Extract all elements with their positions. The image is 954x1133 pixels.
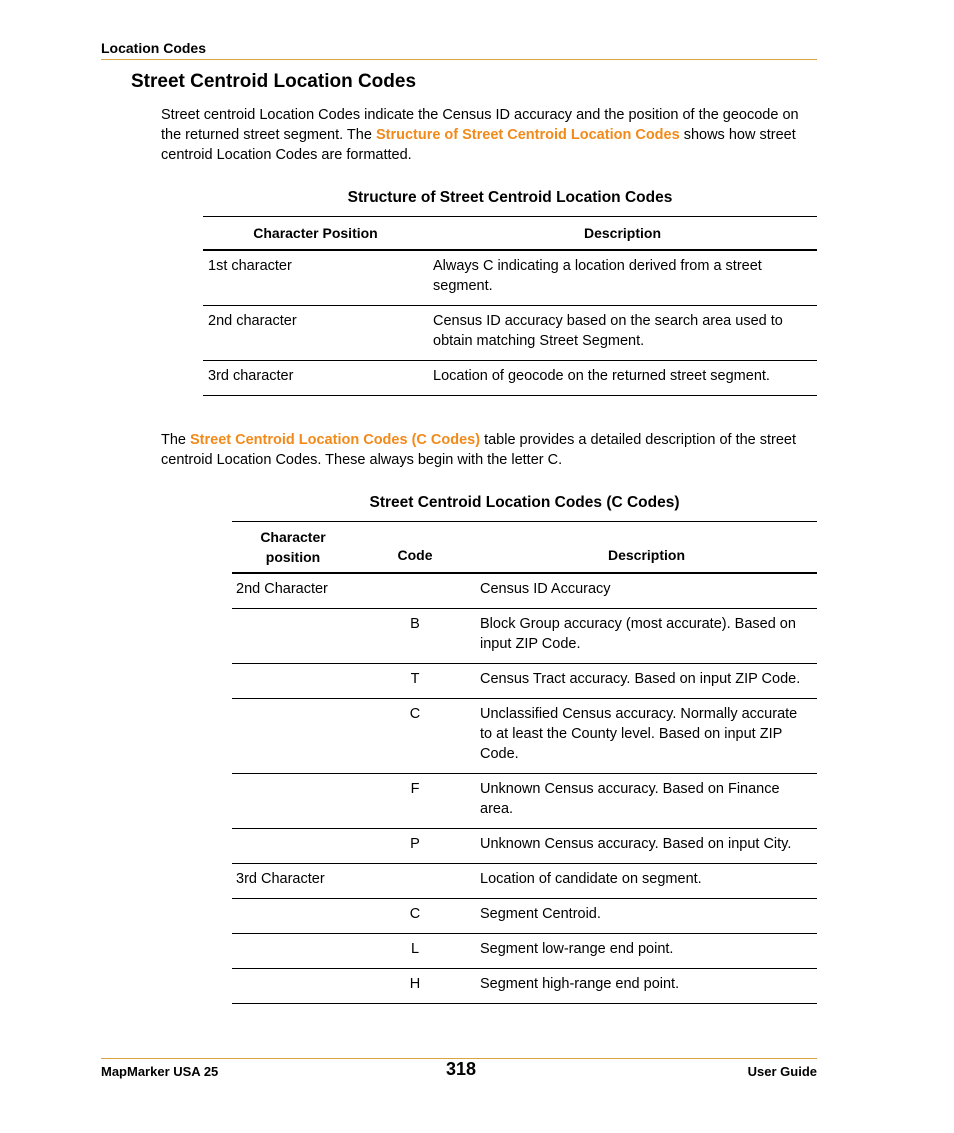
code-cell: T [410, 670, 420, 687]
character-position-cell: 2nd character [208, 312, 297, 329]
character-position-cell [232, 608, 354, 663]
description-cell: Census Tract accuracy. Based on input ZIP Code. [480, 670, 801, 687]
table-row [232, 773, 817, 828]
table-row [232, 608, 817, 663]
para2-text-after: table provides a detailed description of the street centroid Location Codes. These always begin with the letter C. [161, 432, 797, 468]
column-header: Description [607, 547, 685, 564]
description-cell: Location of candidate on segment. [480, 870, 702, 887]
description-cell: Unknown Census accuracy. Based on Finance area. [480, 780, 780, 817]
table1-caption: Structure of Street Centroid Location Codes [347, 189, 673, 206]
code-cell: B [410, 615, 420, 632]
intro-paragraph [161, 105, 821, 165]
code-cell [354, 573, 476, 609]
footer-product: MapMarker USA 25 [101, 1064, 219, 1079]
code-cell: H [409, 975, 421, 992]
character-position-cell: 3rd Character [236, 870, 325, 887]
description-cell: Always C indicating a location derived from a street segment. [433, 257, 762, 294]
character-position-cell [232, 698, 354, 773]
code-cell [354, 863, 476, 898]
description-cell: Location of geocode on the returned street segment. [433, 367, 770, 384]
character-position-cell [232, 773, 354, 828]
character-position-cell [232, 828, 354, 863]
table2-caption: Street Centroid Location Codes (C Codes) [369, 494, 680, 511]
description-cell: Block Group accuracy (most accurate). Based on input ZIP Code. [480, 615, 796, 652]
table-row [232, 863, 817, 898]
table-row [203, 360, 817, 395]
structure-table [203, 216, 817, 396]
character-position-cell: 2nd Character [236, 580, 328, 597]
table-row [203, 305, 817, 360]
description-cell: Segment high-range end point. [480, 975, 680, 992]
description-cell: Segment Centroid. [480, 905, 601, 922]
table-header-row [203, 217, 817, 250]
footer-doc-type: User Guide [747, 1064, 817, 1079]
page-number: 318 [446, 1059, 477, 1079]
column-header: Code [397, 547, 433, 564]
intro-text-after: shows how street centroid Location Codes are formatted. [161, 127, 796, 163]
table-row [232, 968, 817, 1003]
description-cell: Census ID Accuracy [480, 580, 611, 597]
character-position-cell: 1st character [208, 257, 292, 274]
code-cell: P [410, 835, 420, 852]
header-rule [101, 59, 817, 60]
column-header: Character position [260, 528, 326, 565]
code-cell: C [409, 705, 421, 722]
code-cell: F [410, 780, 420, 797]
description-cell: Census ID accuracy based on the search area used to obtain matching Street Segment. [433, 312, 783, 349]
table-row [232, 573, 817, 609]
section-title: Street Centroid Location Codes [131, 71, 417, 92]
table-header-row [232, 522, 817, 573]
code-cell: C [409, 905, 421, 922]
c-codes-paragraph [161, 430, 821, 470]
table-row [232, 828, 817, 863]
description-cell: Segment low-range end point. [480, 940, 674, 957]
structure-table-link[interactable]: Structure of Street Centroid Location Codes [375, 127, 680, 143]
character-position-cell [232, 663, 354, 698]
table-row [232, 898, 817, 933]
character-position-cell [232, 898, 354, 933]
character-position-cell [232, 933, 354, 968]
description-cell: Unknown Census accuracy. Based on input City. [480, 835, 792, 852]
code-cell: L [410, 940, 420, 957]
table-row [203, 250, 817, 306]
table-row [232, 698, 817, 773]
c-codes-table-link[interactable]: Street Centroid Location Codes (C Codes) [190, 432, 481, 448]
para2-text-before: The [161, 432, 191, 448]
table-row [232, 663, 817, 698]
c-codes-table [232, 521, 817, 1004]
intro-text-before: Street centroid Location Codes indicate the Census ID accuracy and the position of the geocode on the returned street segment. The [161, 107, 799, 143]
character-position-cell: 3rd character [208, 367, 294, 384]
table-row [232, 933, 817, 968]
column-header: Description [583, 224, 661, 241]
column-header: Character Position [253, 224, 378, 241]
description-cell: Unclassified Census accuracy. Normally accurate to at least the County level. Based on input ZIP Code. [480, 705, 798, 762]
character-position-cell [232, 968, 354, 1003]
running-header-title: Location Codes [101, 40, 207, 56]
